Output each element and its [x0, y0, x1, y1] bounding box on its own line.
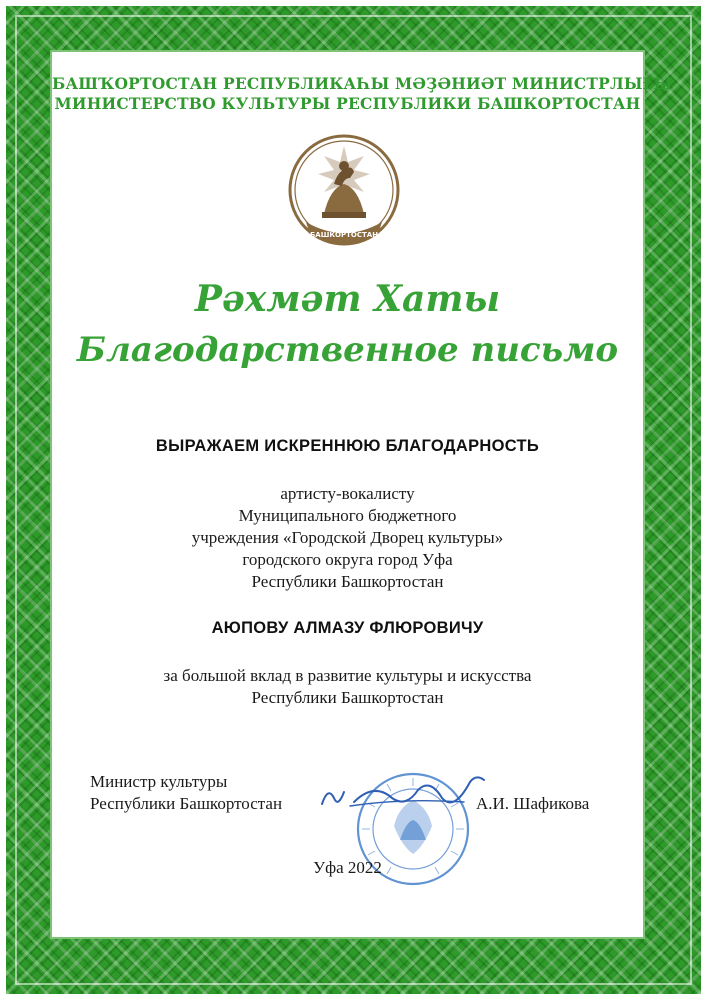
signatory-name: А.И. Шафикова: [476, 794, 590, 813]
ministry-name-russian: МИНИСТЕРСТВО КУЛЬТУРЫ РЕСПУБЛИКИ БАШКОРТОСТАН: [54, 94, 641, 113]
recipient-line: Муниципального бюджетного: [238, 506, 457, 525]
reason-line: за большой вклад в развитие культуры и искусства: [163, 666, 532, 685]
gratitude-heading: ВЫРАЖАЕМ ИСКРЕННЮЮ БЛАГОДАРНОСТЬ: [155, 437, 540, 455]
handwritten-signature-icon: [314, 768, 494, 818]
title-bashkir: Рәхмәт Хаты: [194, 278, 501, 320]
coat-of-arms-icon: [278, 126, 410, 258]
emblem-ribbon-text: БАШКОРТОСТАН: [309, 231, 379, 239]
city-year: Уфа 2022: [313, 858, 382, 877]
ministry-name-bashkir: БАШҠОРТОСТАН РЕСПУБЛИКАҺЫ МӘҘӘНИӘТ МИНИСТРЛЫҒЫ: [52, 74, 673, 93]
signatory-position: Республики Башкортостан: [90, 794, 283, 813]
recipient-line: учреждения «Городской Дворец культуры»: [191, 528, 504, 547]
title-russian: Благодарственное письмо: [76, 330, 619, 370]
certificate-body: [52, 52, 673, 937]
signatory-position: Министр культуры: [90, 772, 228, 791]
recipient-line: городского округа город Уфа: [242, 550, 453, 569]
reason-line: Республики Башкортостан: [251, 688, 444, 707]
recipient-line: Республики Башкортостан: [251, 572, 444, 591]
recipient-name: АЮПОВУ АЛМАЗУ ФЛЮРОВИЧУ: [211, 619, 484, 637]
recipient-line: артисту-вокалисту: [280, 484, 415, 503]
